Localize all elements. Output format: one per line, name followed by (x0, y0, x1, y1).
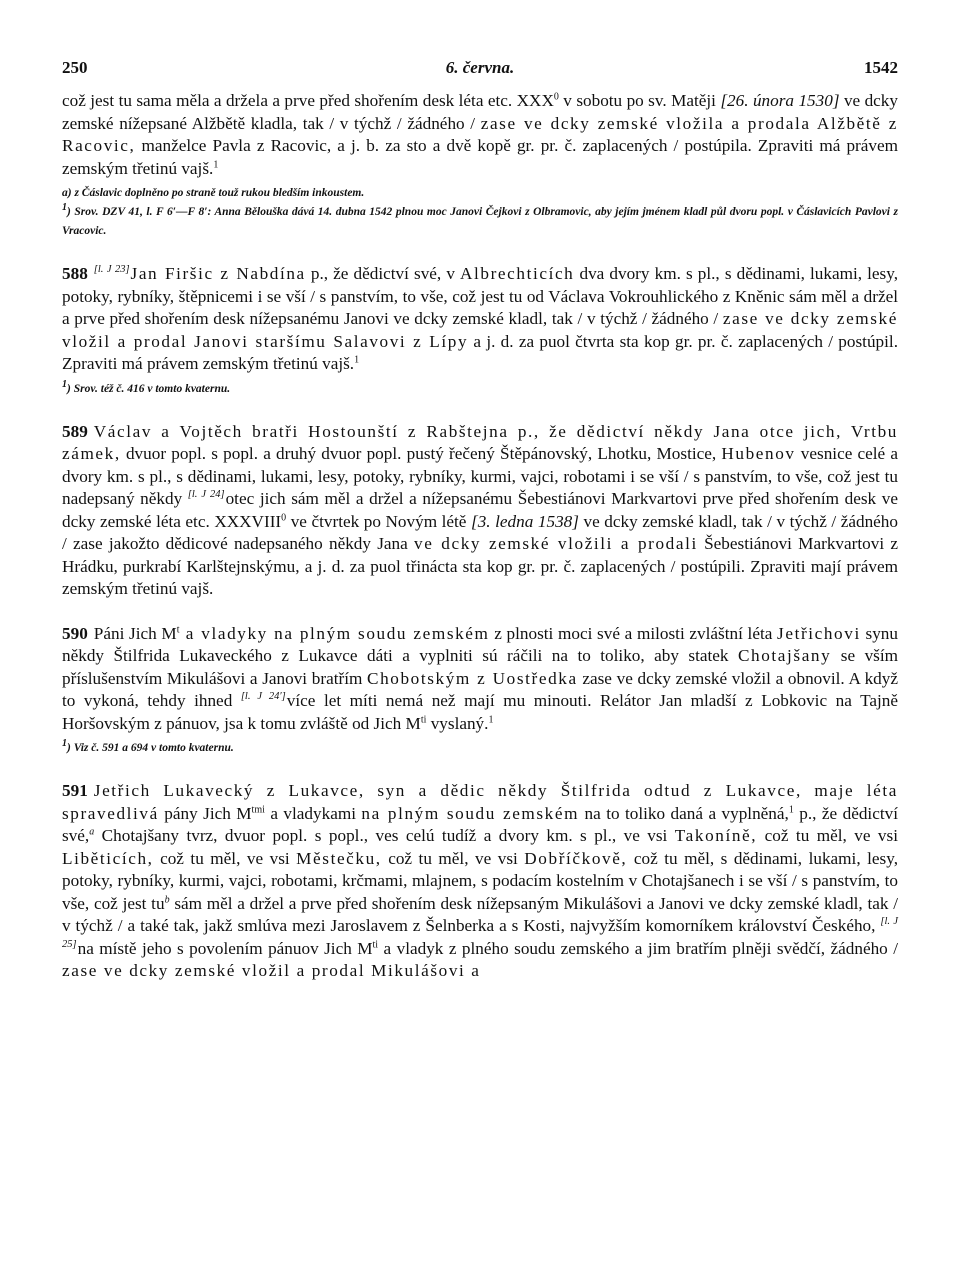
entry-text (62, 780, 898, 983)
entry-588 (62, 263, 898, 399)
footnote-1 (62, 739, 898, 758)
text-run: což tu měl, ve vsi (381, 848, 525, 868)
spaced-text: Jan Firšic z Nabdína (130, 264, 306, 283)
entry-589 (62, 421, 898, 601)
footnote-text: ) Srov. též č. 416 v tomto kvaternu. (67, 382, 231, 395)
entry-number: 590 (62, 623, 88, 643)
superscript: t (176, 623, 180, 635)
spaced-text: Jetřichovi (777, 623, 861, 643)
text-run: na to toliko daná a vyplněná, (579, 803, 789, 823)
text-run: Chotajšany tvrz, dvuor popl. s popl., ves celú tudíž a dvory km. s pl., ve vsi (94, 826, 675, 845)
entry-number: 591 (62, 781, 88, 800)
entry-590 (62, 623, 898, 759)
footnote-mark: 1 (488, 713, 494, 725)
text-run: ve dcky zemské nížepsané Alžbětě kladla, tak / v týchž / žádného / (62, 91, 898, 133)
folio-ref: [l. J 23] (93, 264, 130, 276)
spaced-text: Vrtbu zámek, (62, 421, 898, 463)
text-run: více let míti nemá než mají mu minouti. Relátor Jan mladší z Lobkovic na Tajně Horšovským z pánuov, jsa k tomu zvláště od Jich M (62, 691, 899, 733)
text-run: což jest tu sama měla a držela a prve před shořením desk léta etc. XXX (62, 91, 554, 110)
text-run: se vším příslušenstvím Mikulášovi a Janovi bratřím (62, 646, 898, 688)
text-run: ve dcky zemské kladl, tak / v týchž / žádného / zase jakožto dědicové nadepsaného někdy Jana (62, 511, 898, 553)
spaced-text: zase ve dcky zemské vložila a prodala Alžbětě z Racovic, (62, 113, 898, 155)
entry-number: 588 (62, 264, 88, 283)
entry-text (62, 90, 898, 180)
document-page (62, 58, 898, 983)
text-run: vesnice celé a dvory km. s pl., s dědinami, lukami, lesy, potoky, rybníky, kurmi, vajci, robotami i se vší / s panstvím, to vše, což jest tu nadepsaný někdy (62, 444, 898, 508)
entry-number: 589 (62, 421, 88, 441)
header-year: 1542 (864, 58, 898, 77)
superscript: 0 (281, 511, 287, 523)
text-run: dvuor popl. s popl. a druhý dvuor popl. pustý řečený Štěpánovský, Lhotku, Mostice, (120, 444, 722, 463)
footnote-number: 1 (62, 378, 67, 390)
text-run: p., že dědictví své, (62, 803, 898, 845)
text-run: synu někdy Štilfrida Lukaveckého z Lukavce dáti a vyplniti sú ráčili na to toliko, aby statek (62, 623, 898, 665)
folio-ref: [l. J 24] (187, 489, 225, 501)
superscript: 1 (788, 803, 794, 815)
text-run: p., že dědictví své, v (305, 264, 461, 283)
footnote-1 (62, 380, 898, 399)
entry-text (62, 623, 898, 736)
text-run: což tu měl, ve vsi (757, 826, 898, 845)
footnote-number: 1 (62, 202, 67, 214)
text-run: z plnosti moci své a milosti zvláštní léta (489, 623, 778, 643)
text-run: manželce Pavla z Racovic, a j. b. za sto a dvě kopě gr. pr. č. zaplacených / postúpila. Zpraviti má právem zemským třetinú vajš. (62, 136, 898, 178)
footnote-1 (62, 203, 898, 241)
text-run: což tu měl, s dědinami, lukami, lesy, potoky, rybníky, kurmi, vajci, robotami, krčmami, mlajnem, s podacím kostelním v Chotajšanech i se vší / s panstvím, to vše, což jest tu (62, 848, 898, 913)
footnote-mark: 1 (213, 158, 219, 170)
spaced-text: zase ve dcky zemské vložil a prodal Janovi staršímu Salavovi z Lípy (62, 309, 898, 351)
entry-591 (62, 780, 898, 983)
date-annotation: [26. února 1530] (720, 91, 840, 110)
text-run: vyslaný. (426, 713, 489, 733)
footnote-text: ) Srov. DZV 41, l. F 6′—F 8′: Anna Bělouška dává 14. dubna 1542 plnou moc Janovi Čejkovi z Olbramovic, aby jejím jménem kladl půl dvoru popl. v Čáslavicích Pavlovi z Vracovic. (62, 206, 898, 237)
page-number: 250 (62, 58, 88, 77)
spaced-text: maje léta spravedlivá (62, 781, 899, 823)
header-date: 6. června. (445, 58, 515, 77)
text-run: zase ve dcky zemské vložil a obnovil. A když to vykoná, tehdy ihned (62, 668, 898, 710)
entry-text (62, 421, 898, 601)
footnote-number: 1 (62, 738, 67, 750)
spaced-text: Hubenov (721, 444, 796, 463)
spaced-text: Takoníně, (674, 826, 758, 845)
folio-ref: [l. J 25] (62, 916, 898, 950)
spaced-text: Václav a Vojtěch bratři Hostounští z Rabštejna p., že dědictví někdy Jana otce jich, (93, 421, 851, 441)
spaced-text: Liběticích, (62, 848, 154, 868)
text-run: v sobotu po sv. Matěji (558, 91, 721, 110)
footnote-text: ) Viz č. 591 a 694 v tomto kvaternu. (67, 742, 234, 754)
superscript: ti (420, 713, 427, 725)
text-run: na místě jeho s povolením pánuov Jich M (77, 938, 373, 958)
text-run: Páni Jich M (93, 623, 177, 643)
spaced-text: Chobotským z Uostředka (367, 668, 578, 688)
superscript: tmi (251, 803, 265, 815)
spaced-text: Dobříčkově, (524, 848, 628, 868)
text-run: a vladyk z plného soudu zemského a jim bratřím plněji svědčí, žádného / (378, 938, 898, 958)
text-run: dva dvory km. s pl., s dědinami, lukami, lesy, potoky, rybníky, štěpnicemi i se vší / s panstvím, to vše, což jest tu od Václava Vokrouhlického z Kněnic sám měl a držel a prve před shořením desk nížepsanému Janovi ve dcky zemské kladl, tak / v týchž / žádného / (62, 264, 898, 328)
text-run: Šebestiánovi Markvartovi z Hrádku, purkrabí Karlštejnskýmu, a j. d. za puol třinácta sta kop gr. pr. č. zaplacených / postúpili. Zpraviti mají právem zemským třetinú vajš. (62, 534, 898, 598)
text-run: pány Jich M (158, 803, 252, 823)
superscript: ti (372, 938, 379, 950)
spaced-text: Městečku, (296, 848, 382, 868)
spaced-text: Albrechticích (460, 264, 575, 283)
spaced-text: na plným soudu zemském (361, 803, 580, 823)
text-run: a vladykami (264, 803, 362, 823)
footnote-mark: 1 (354, 354, 360, 366)
running-header (62, 58, 898, 90)
spaced-text: zase ve dcky zemské vložil a prodal Mikulášovi a (62, 961, 481, 980)
spaced-text: Chotajšany (737, 646, 832, 665)
entry-continuation (62, 90, 898, 241)
text-run: sám měl a držel a prve před shořením desk nížepsaným Mikulášovi a Janovi ve dcky zemské kladl, tak / v týchž / a také tak, jakž smlúva mezi Jaroslavem z Šelnberka a s Kosti, najvyžším komorníkem království Českého, (62, 893, 898, 935)
footnote-a: a) z Čáslavic doplněno po straně touž rukou bledším inkoustem. (62, 187, 365, 199)
entry-text (62, 263, 898, 376)
text-run: a j. d. za puol čtvrta sta kop gr. pr. č. zaplacených / postúpil. Zpraviti má právem zemským třetinú vajš. (62, 331, 898, 373)
spaced-text: Jetřich Lukavecký z Lukavce, syn a dědic někdy Štilfrida odtud z Lukavce, (93, 781, 815, 800)
spaced-text: a vladyky na plným soudu zemském (179, 623, 490, 643)
text-run: ve čtvrtek po Novým létě (286, 511, 471, 531)
text-run: otec jich sám měl a držel a nížepsanému Šebestiánovi Markvartovi prve před shořením desk ve dcky zemské léta etc. XXXVIII (62, 489, 898, 531)
superscript: 0 (553, 91, 559, 103)
superscript: b (164, 893, 170, 905)
spaced-text: ve dcky zemské vložili a prodali (414, 534, 698, 553)
folio-ref: [l. J 24′] (240, 691, 286, 703)
text-run: což tu měl, ve vsi (153, 848, 297, 868)
date-annotation: [3. ledna 1538] (471, 511, 579, 531)
superscript: a (89, 826, 95, 838)
